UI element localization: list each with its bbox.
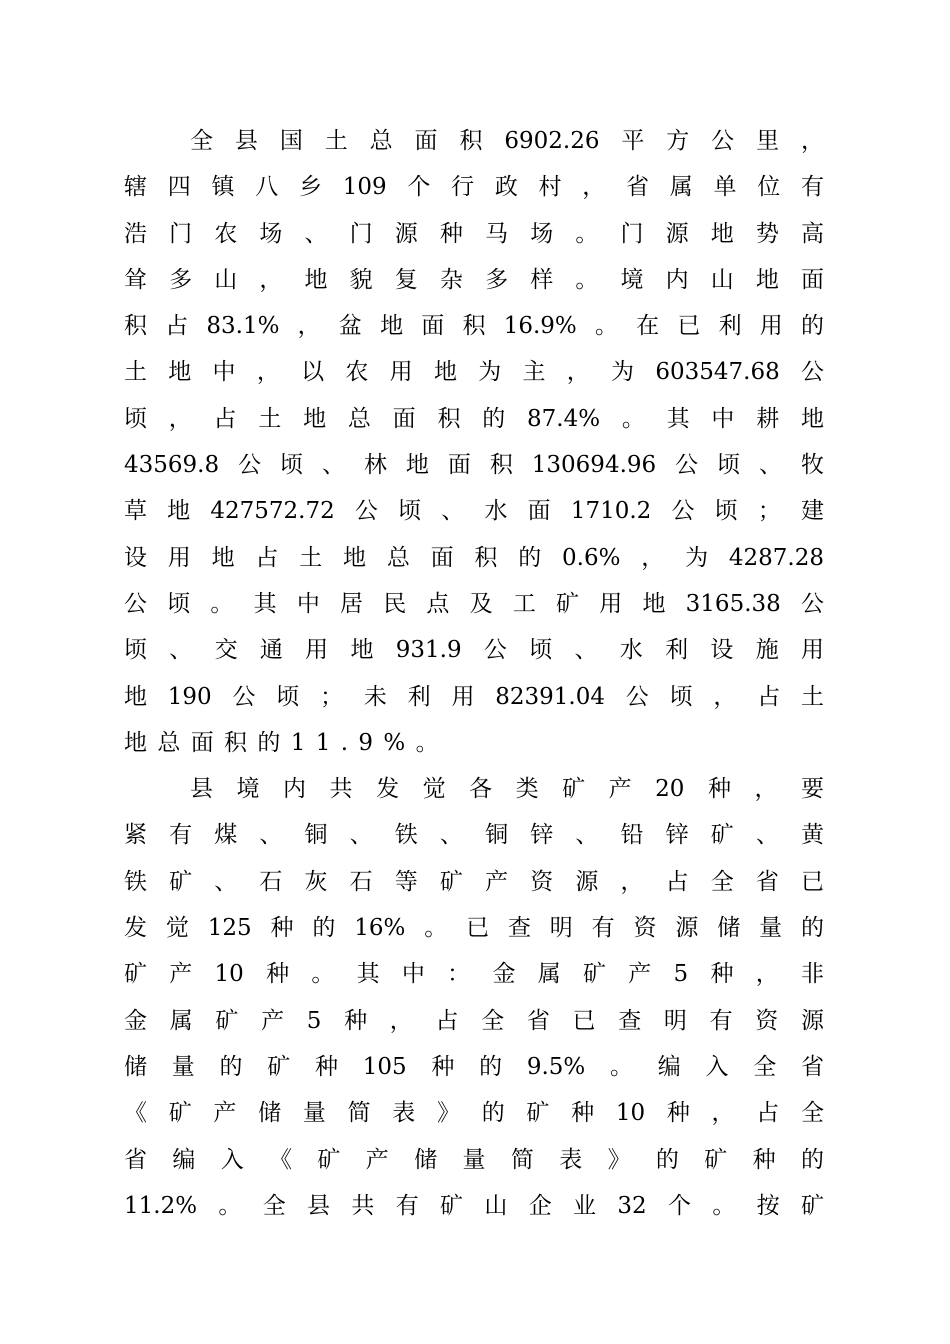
body-text [124,118,824,1229]
text-line: 《矿产储量简表》的矿种10种，占全 [124,1100,824,1127]
text-line: 地190公顷；未利用82391.04公顷，占土 [124,683,824,710]
text-line: 地总面积的11.9%。 [124,729,449,756]
text-line: 草地427572.72公顷、水面1710.2公顷；建 [124,498,824,525]
text-line: 积占83.1%，盆地面积16.9%。在已利用的 [124,313,824,340]
text-line: 铁矿、石灰石等矿产资源，占全省已 [124,868,824,895]
text-line: 矿产10种。其中：金属矿产5种，非 [124,961,824,988]
paragraph-minerals [124,766,824,1229]
text-line: 耸多山，地貌复杂多样。境内山地面 [124,266,824,293]
text-line: 辖四镇八乡109个行政村，省属单位有 [124,174,824,201]
text-line: 县境内共发觉各类矿产20种，要 [190,776,824,803]
text-line: 全县国土总面积6902.26平方公里， [190,128,824,154]
text-line: 顷、交通用地931.9公顷、水利设施用 [124,637,824,664]
text-line: 土地中，以农用地为主，为603547.68公 [124,359,824,386]
text-line: 储量的矿种105种的9.5%。编入全省 [124,1053,824,1080]
text-line: 紧有煤、铜、铁、铜锌、铅锌矿、黄 [124,822,824,849]
text-line: 顷，占土地总面积的87.4%。其中耕地 [124,405,824,432]
text-line: 发觉125种的16%。已查明有资源储量的 [124,915,824,942]
text-line: 11.2%。全县共有矿山企业32个。按矿 [124,1192,824,1219]
text-line: 金属矿产5种，占全省已查明有资源 [124,1007,824,1034]
paragraph-land [124,118,824,766]
text-line: 设用地占土地总面积的0.6%，为4287.28 [124,544,824,571]
text-line: 公顷。其中居民点及工矿用地3165.38公 [124,590,824,617]
text-line: 省编入《矿产储量简表》的矿种的 [124,1146,824,1173]
text-line: 43569.8公顷、林地面积130694.96公顷、牧 [124,452,824,479]
text-line: 浩门农场、门源种马场。门源地势高 [124,220,824,247]
